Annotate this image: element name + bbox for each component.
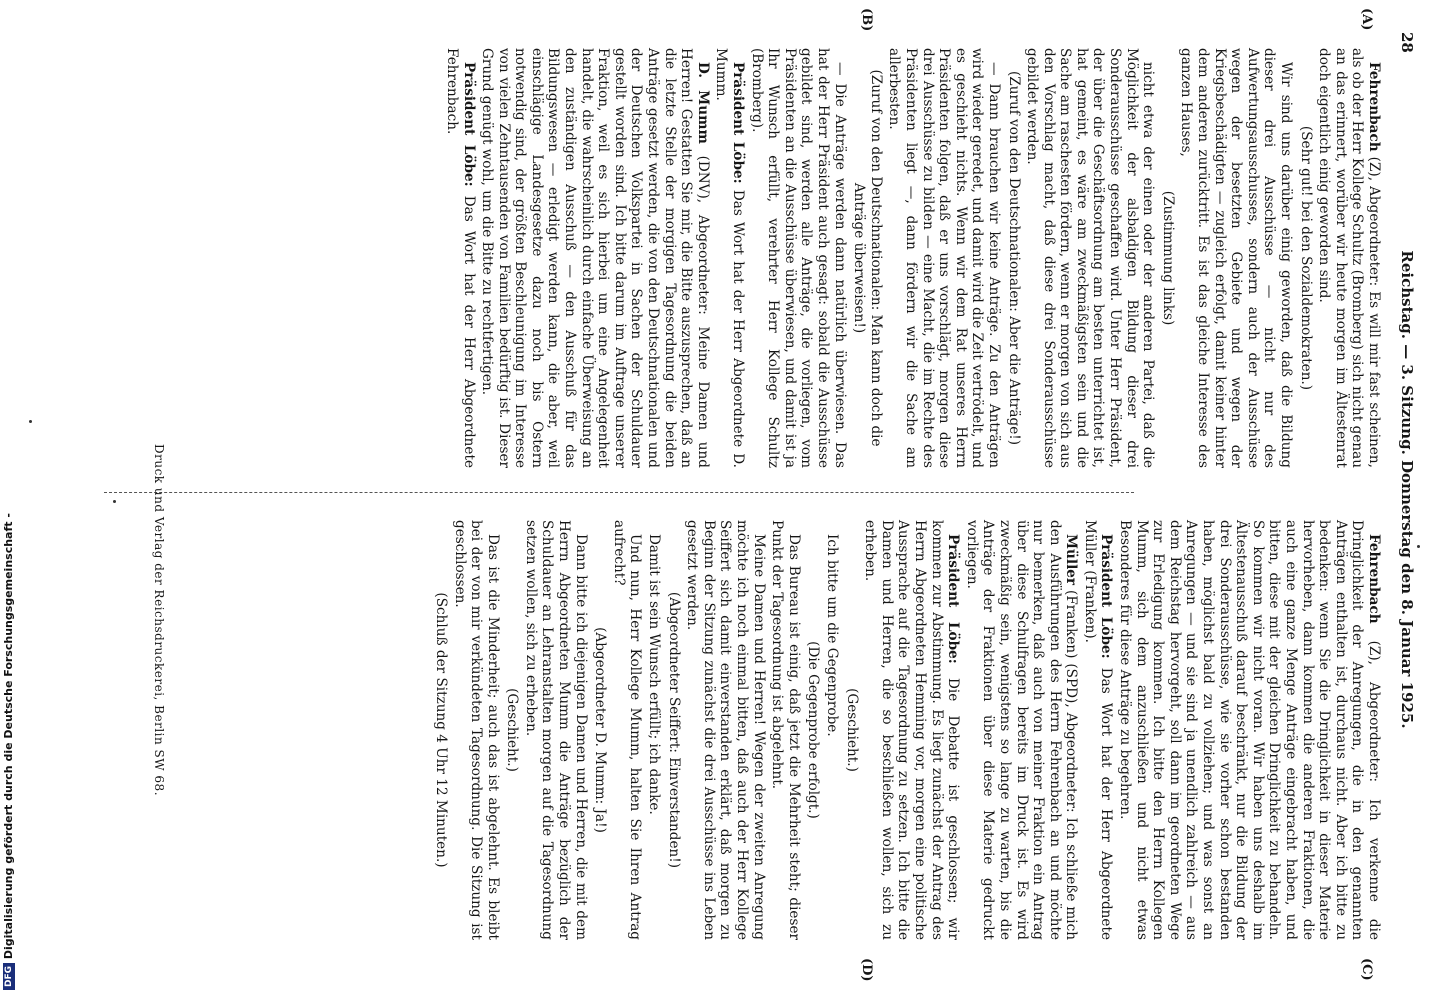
- body-paragraph: nicht etwa der einen oder der anderen Partei, daß die Möglichkeit der alsbaldigen Bildung dieser drei Sonderausschüsse geschaffen wird. Unter Herr Präsident, der über die Geschäftsordnung am besten unterrichtet ist, hat gemeint, es wäre am zweckmäßigsten sein und die Sache am raschesten fördern, wenn er morgen von sich aus den Vorschlag macht, daß diese drei Sonderausschüsse gebildet werden.: [1024, 48, 1157, 468]
- speech-text: (DNV), Abgeordneter: Meine Damen und Herren! Gestatten Sie mir, die Bitte auszusprechen, daß an die letzte Stelle der morgigen Tagesordnung die beiden Anträge gesetzt werden, die von den Deutschnationalen und der Deutschen Volkspartei in Sachen der Schuldauer gestellt worden sind. Ich bitte darum im Auftrage unserer Fraktion, weil es sich hierbei um eine Angelegenheit handelt, die wahrscheinlich durch einfache Überweisung an den zuständigen Ausschuß — den Ausschuß für das Bildungswesen — erledigt werden kann, die aber, weil einschlägige Landesgesetze dazu noch bis Ostern notwendig sind, der größten Beschleunigung im Interesse von vielen Zehntausenden von Familien bedürftig ist. Dieser Grund genügt wohl, um die Bitte zu rechtfertigen.: [479, 48, 711, 468]
- body-paragraph: — Die Anträge werden dann natürlich überwiesen. Das hat der Herr Präsident auch gesagt: sobald die Ausschüsse gebildet sind, werden alle Anträge, die vorliegen, vom Präsidenten an die Ausschüsse überwiesen, und damit ist ja Ihr Wunsch erfüllt, verehrter Herr Kollege Schultz (Bromberg).: [748, 48, 848, 468]
- speech-paragraph: [713, 48, 746, 468]
- body-paragraph: Das Bureau ist einig, daß jetzt die Mehrheit steht; dieser Punkt der Tagesordnung ist abgelehnt.: [769, 520, 802, 940]
- marker-d: (D): [859, 958, 874, 982]
- dfg-note-text: Digitalisierung gefördert durch die Deutsche Forschungsgemeinschaft -: [2, 513, 15, 960]
- interjection: (Geschieht.): [504, 688, 521, 772]
- printer-footer: Druck und Verlag der Reichsdruckerei, Berlin SW 68.: [152, 443, 166, 797]
- speech-text: Das Wort hat der Herr Abgeordnete Müller (Franken).: [1081, 520, 1115, 940]
- body-paragraph: Das ist die Minderheit; auch das ist abgelehnt. Es bleibt bei der von mir verkündeten Tagesordnung. Die Sitzung ist geschlossen.: [451, 520, 501, 940]
- speaker-name: Präsident Löbe:: [1098, 534, 1115, 659]
- speech-text: (Franken) (SPD), Abgeordneter: Ich schließe mich den Ausführungen des Herrn Fehrenbach an und möchte nur bemerken, daß auch von meiner Fraktion ein Antrag über diese Schulfragen bereits im Druck ist. Es wird zweckmäßig sein, wenigstens so lange zu warten, bis die Anträge der Fraktionen über diese Materie gedruckt vorliegen.: [963, 520, 1080, 940]
- body-paragraph: Und nun, Herr Kollege Mumm, halten Sie Ihren Antrag aufrecht?: [610, 520, 644, 940]
- interjection: (Sehr gut! bei den Sozialdemokraten.): [1297, 125, 1314, 391]
- interjection: (Zustimmung links): [1159, 190, 1176, 326]
- interjection: (Abgeordneter Seiffert: Einverstanden!): [665, 591, 682, 869]
- body-paragraph: Dann bitte ich diejenigen Damen und Herren, die mit dem Herrn Abgeordneten Mumm die Anträge bezüglich der Schuldauer an Lehranstalten morgen auf die Tagesordnung setzen wollen, sich zu erheben.: [522, 520, 589, 940]
- page-number: 28: [1398, 32, 1416, 53]
- interjection: (Schluß der Sitzung 4 Uhr 12 Minuten.): [432, 592, 449, 868]
- scan-speck: [29, 420, 32, 423]
- column-divider: [104, 492, 1134, 493]
- body-paragraph: Damit ist sein Wunsch erfüllt; ich danke.: [646, 534, 663, 815]
- dfg-logo: DFG: [3, 963, 15, 990]
- speaker-name: Präsident Löbe:: [730, 62, 747, 184]
- speaker-name: Fehrenbach: [1366, 62, 1382, 152]
- body-paragraph: Meine Damen und Herren! Wegen der zweiten Anregung möchte ich noch einmal bitten, daß auch der Herr Kollege Seiffert sich damit einverstanden erklärt, daß morgen zu Beginn der Sitzung zunächst die drei Ausschüsse ins Leben gesetzt werden.: [684, 520, 767, 940]
- speech-paragraph: [862, 520, 962, 940]
- speaker-name: Fehrenbach: [1366, 534, 1382, 624]
- speaker-name: Präsident Löbe:: [460, 62, 477, 187]
- body-paragraph: — Dann brauchen wir keine Anträge. Zu den Anträgen wird wieder geredet, und damit wird die Zeit vertrödelt, und es geschieht nichts. Wenn wir dem Rat unseres Herrn Präsidenten folgen, daß er uns vorschlägt, morgen diese drei Ausschüsse zu bilden — eine Macht, die im Rechte des Präsidenten liegt —, dann fördern wir die Sache am allerbesten.: [886, 48, 1002, 468]
- speaker-name: Präsident Löbe:: [945, 534, 962, 664]
- header-title: Reichstag. — 3. Sitzung. Donnerstag den 8. Januar 1925.: [1398, 250, 1416, 729]
- interjection: (Zuruf von den Deutschnationalen: Man kann doch die Anträge überweisen!): [851, 69, 884, 447]
- speaker-name: Müller: [1063, 534, 1080, 586]
- right-column: [429, 520, 1382, 940]
- speech-paragraph: [443, 48, 476, 468]
- speech-text: Die Debatte ist geschlossen; wir kommen zur Abstimmung. Es liegt zunächst der Antrag des Herrn Abgeordneten Hemming vor, morgen eine politische Aussprache auf die Tagesordnung zu setzen. Ich bitte die Damen und Herren, die so beschließen wollen, sich zu erheben.: [862, 520, 962, 941]
- speech-text: Das Wort hat der Herr Abgeordnete Fehrenbach.: [443, 48, 477, 468]
- dfg-side-note: [2, 0, 20, 1000]
- speech-paragraph: [1081, 520, 1114, 940]
- speech-paragraph: [479, 48, 711, 468]
- page-header: [1388, 32, 1422, 947]
- speech-paragraph: [1117, 520, 1383, 940]
- left-column: [441, 48, 1382, 468]
- interjection: (Zuruf von den Deutschnationalen: Aber die Anträge!): [1005, 70, 1022, 446]
- marker-c: (C): [1359, 958, 1374, 981]
- scan-speck: [1417, 545, 1420, 548]
- speech-paragraph: [963, 520, 1079, 940]
- speaker-name: D. Mumm: [694, 62, 711, 144]
- body-paragraph: Ich bitte um die Gegenprobe.: [824, 534, 840, 737]
- interjection: (Die Gegenprobe erfolgt.): [805, 641, 822, 819]
- speech-text: (Z), Abgeordneter: Es will mir fast scheinen, als ob der Herr Kollege Schultz (Bromberg) sich nicht genau an das erinnert, worüber wir heute morgen im Ältestenrat doch eigentlich einig geworden sind.: [1316, 48, 1382, 468]
- interjection: (Abgeordneter D. Mumm: Ja!): [592, 627, 609, 833]
- speech-text: Das Wort hat der Herr Abgeordnete D. Mumm.: [713, 48, 747, 469]
- marker-a: (A): [1359, 8, 1374, 31]
- interjection: (Geschieht.): [843, 688, 860, 772]
- body-paragraph: Wir sind uns darüber einig geworden, daß die Bildung dieser drei Ausschüsse — nicht nur des Aufwertungsausschusses, sondern auch der Ausschüsse wegen der besetzten Gebiete und wegen der Kriegsbeschädigten — zugleich erfolgt, damit keiner hinter dem anderen zurücktritt. Es ist das gleiche Interesse des ganzen Hauses,: [1178, 48, 1295, 468]
- speech-paragraph: [1316, 48, 1382, 468]
- marker-b: (B): [859, 8, 874, 32]
- scan-speck: [113, 500, 116, 503]
- speech-text: (Z), Abgeordneter: Ich verkenne die Dringlichkeit der Anregungen, die in den genannten Anträgen enthalten ist, durchaus nicht. Aber ich bitte zu bedenken: wenn Sie die Dringlichkeit in dieser Materie hervorheben, dann kommen die anderen Fraktionen, die auch eine ganze Menge Anträge eingebracht haben, und bitten, diese mit der gleichen Dringlichkeit zu behandeln. So kommen wir nicht voran. Wir haben uns deshalb im Ältestenausschuß darauf beschränkt, nur die Bildung der drei Sonderausschüsse, wie sie vorher schon bestanden haben, möglichst bald zu vollziehen; und was sonst an Anregungen — und sie sind ja unendlich zahlreich — aus dem Reichstag hervorgeht, soll dann im geordneten Wege zur Erledigung kommen. Ich bitte den Herrn Kollegen Mumm, sich dem anzuschließen und nicht etwas Besonderes für diese Anträge zu begehren.: [1117, 520, 1382, 940]
